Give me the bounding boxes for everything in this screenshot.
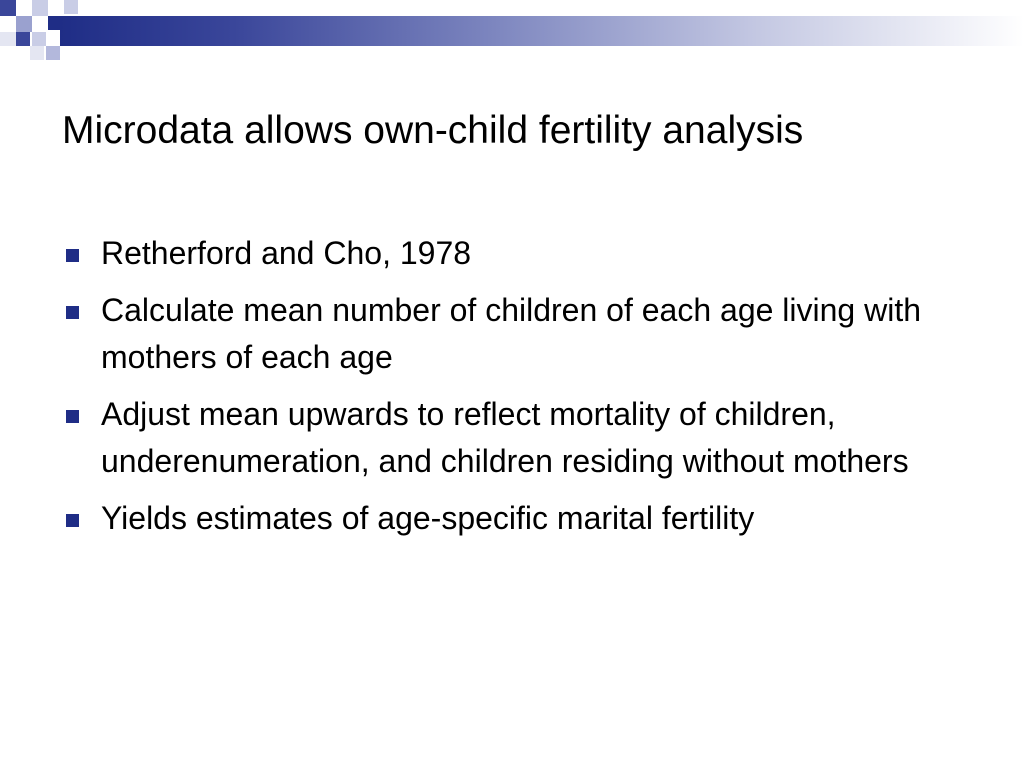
bullet-text: Adjust mean upwards to reflect mortality of children, underenumeration, and children residing without mothers (101, 396, 909, 479)
decor-square (32, 32, 46, 46)
square-bullet-icon (66, 306, 79, 319)
bullet-item (66, 391, 966, 485)
bullet-text: Yields estimates of age-specific marital fertility (101, 500, 755, 536)
decor-square (46, 46, 60, 60)
slide-title: Microdata allows own-child fertility analysis (62, 109, 804, 152)
bullet-list (66, 230, 966, 552)
bullet-text: Retherford and Cho, 1978 (101, 235, 472, 271)
header-gradient-band (60, 16, 1024, 46)
bullet-item (66, 230, 966, 277)
square-bullet-icon (66, 249, 79, 262)
square-bullet-icon (66, 410, 79, 423)
decor-square (0, 0, 16, 16)
decor-square (0, 32, 16, 46)
decor-square (48, 16, 60, 30)
decor-square (32, 0, 48, 16)
decor-square (64, 0, 78, 14)
decor-square (16, 16, 32, 32)
decor-square (16, 32, 30, 46)
bullet-text: Calculate mean number of children of each age living with mothers of each age (101, 292, 922, 375)
bullet-item (66, 495, 966, 542)
decor-square (30, 46, 44, 60)
bullet-item (66, 287, 966, 381)
square-bullet-icon (66, 514, 79, 527)
